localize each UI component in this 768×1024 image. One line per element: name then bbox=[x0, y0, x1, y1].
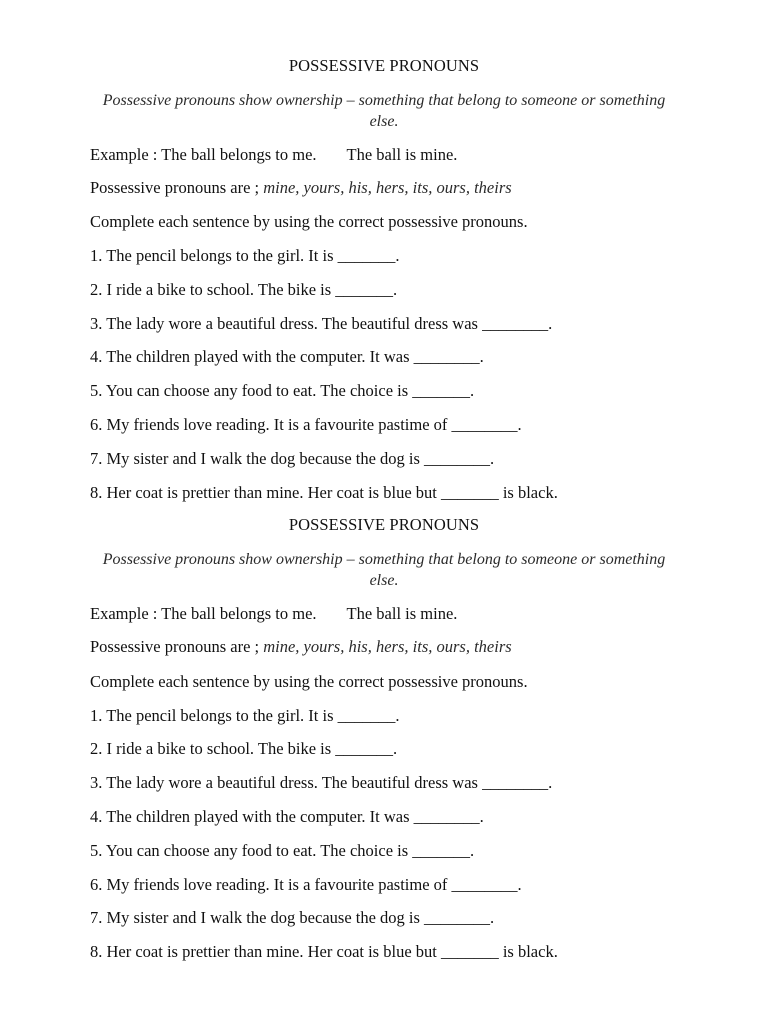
exercise-item-1: 1. The pencil belongs to the girl. It is _______. bbox=[90, 706, 400, 725]
example-line bbox=[90, 604, 457, 624]
exercise-item-6: 6. My friends love reading. It is a favourite pastime of ________. bbox=[90, 415, 522, 434]
example-line bbox=[90, 145, 457, 165]
exercise-item-2: 2. I ride a bike to school. The bike is _______. bbox=[90, 739, 398, 758]
instruction-text: Complete each sentence by using the correct possessive pronouns. bbox=[90, 672, 528, 691]
exercise-item-8: 8. Her coat is prettier than mine. Her coat is blue but _______ is black. bbox=[90, 483, 558, 502]
exercise-item-5: 5. You can choose any food to eat. The choice is _______. bbox=[90, 841, 475, 860]
example-answer: The ball is mine. bbox=[346, 604, 458, 623]
pronoun-list-values: mine, yours, his, hers, its, ours, theirs bbox=[263, 178, 512, 197]
instruction-text: Complete each sentence by using the correct possessive pronouns. bbox=[90, 212, 528, 231]
exercise-item-1: 1. The pencil belongs to the girl. It is _______. bbox=[90, 246, 400, 265]
pronoun-list-line bbox=[90, 178, 512, 198]
exercise-item-5: 5. You can choose any food to eat. The choice is _______. bbox=[90, 381, 475, 400]
exercise-item-8: 8. Her coat is prettier than mine. Her coat is blue but _______ is black. bbox=[90, 942, 558, 961]
intro-text: Possessive pronouns show ownership – something that belong to someone or something else. bbox=[102, 551, 666, 589]
pronoun-list-line bbox=[90, 637, 512, 657]
example-label: Example : The ball belongs to me. bbox=[90, 145, 317, 164]
section-title: POSSESSIVE PRONOUNS bbox=[288, 515, 480, 534]
intro-text: Possessive pronouns show ownership – something that belong to someone or something else. bbox=[102, 92, 666, 130]
exercise-item-6: 6. My friends love reading. It is a favourite pastime of ________. bbox=[90, 875, 522, 894]
example-answer: The ball is mine. bbox=[346, 145, 458, 164]
exercise-item-7: 7. My sister and I walk the dog because the dog is ________. bbox=[90, 908, 495, 927]
exercise-item-4: 4. The children played with the computer. It was ________. bbox=[90, 807, 484, 826]
exercise-item-3: 3. The lady wore a beautiful dress. The beautiful dress was ________. bbox=[90, 314, 553, 333]
pronoun-list-label: Possessive pronouns are ; bbox=[90, 178, 260, 197]
pronoun-list-values: mine, yours, his, hers, its, ours, theirs bbox=[263, 637, 512, 656]
example-label: Example : The ball belongs to me. bbox=[90, 604, 317, 623]
pronoun-list-label: Possessive pronouns are ; bbox=[90, 637, 260, 656]
exercise-item-3: 3. The lady wore a beautiful dress. The beautiful dress was ________. bbox=[90, 773, 553, 792]
exercise-item-7: 7. My sister and I walk the dog because the dog is ________. bbox=[90, 449, 495, 468]
section-title: POSSESSIVE PRONOUNS bbox=[288, 56, 480, 75]
exercise-item-2: 2. I ride a bike to school. The bike is _______. bbox=[90, 280, 398, 299]
exercise-item-4: 4. The children played with the computer. It was ________. bbox=[90, 347, 484, 366]
